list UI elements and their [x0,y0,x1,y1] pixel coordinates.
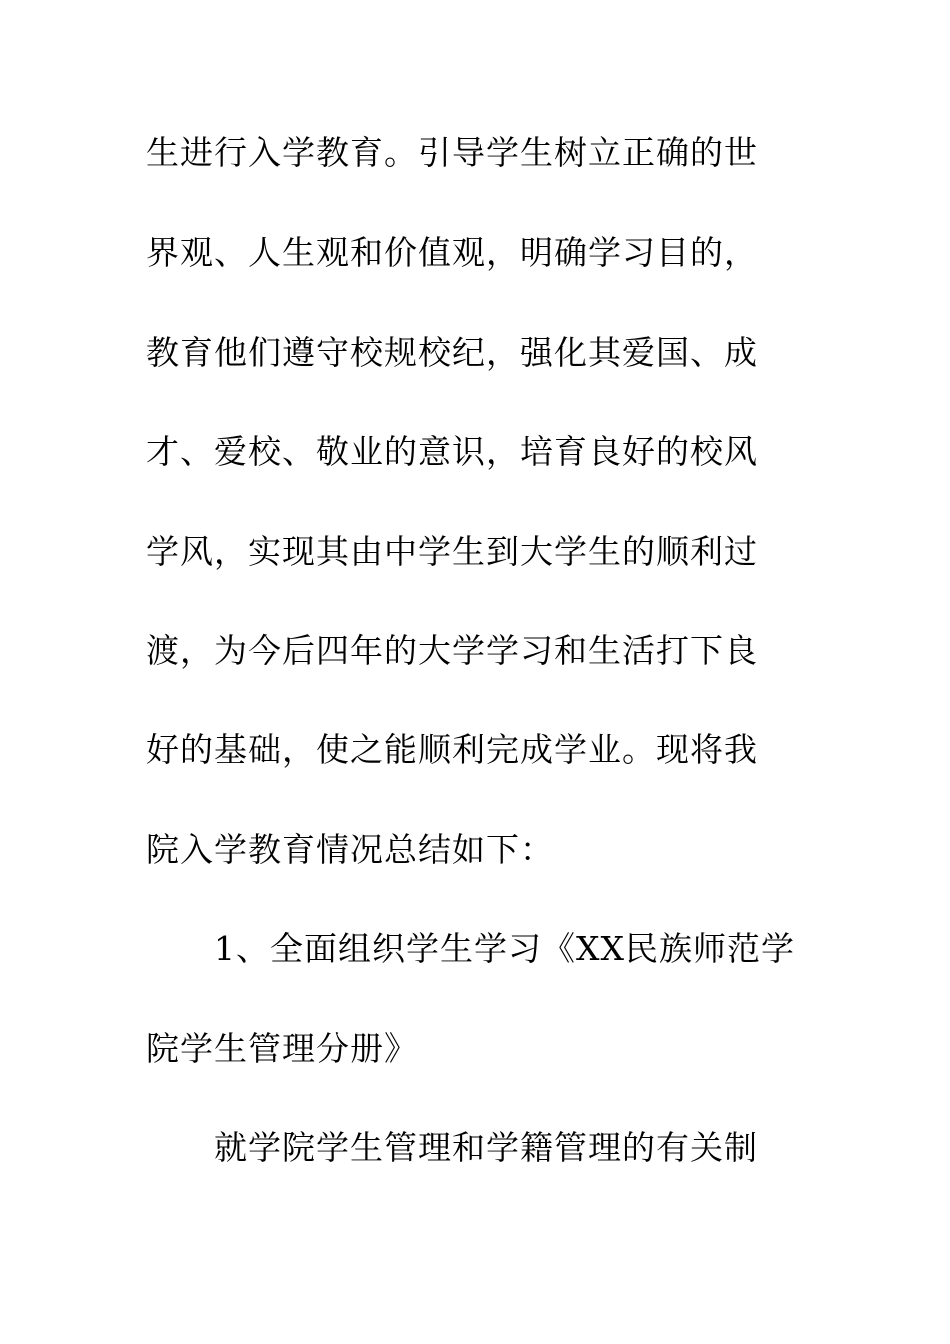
paragraph-line-6: 渡，为今后四年的大学学习和生活打下良 [146,631,758,670]
paragraph-line-2: 界观、人生观和价值观，明确学习目的， [146,233,758,272]
paragraph-line-8: 院入学教育情况总结如下： [146,830,554,869]
paragraph-line-9: 就学院学生管理和学籍管理的有关制 [214,1128,758,1167]
section-heading-line-2: 院学生管理分册》 [146,1029,418,1068]
paragraph-line-3: 教育他们遵守校规校纪，强化其爱国、成 [146,333,758,372]
paragraph-line-4: 才、爱校、敬业的意识，培育良好的校风 [146,432,758,471]
paragraph-line-7: 好的基础，使之能顺利完成学业。现将我 [146,730,758,769]
paragraph-line-5: 学风，实现其由中学生到大学生的顺利过 [146,532,758,571]
paragraph-line-1: 生进行入学教育。引导学生树立正确的世 [146,133,758,172]
section-heading-line-1: 1、全面组织学生学习《XX民族师范学 [214,929,795,968]
